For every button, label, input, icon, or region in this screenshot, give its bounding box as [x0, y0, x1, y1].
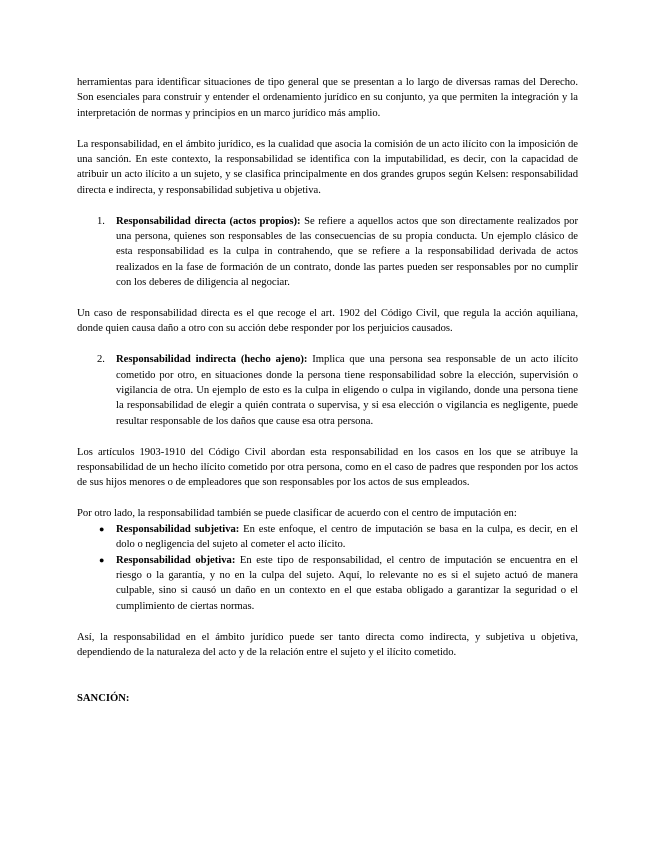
- paragraph-art-1902: Un caso de responsabilidad directa es el que recoge el art. 1902 del Código Civil, que regula la acción aquiliana, donde quien causa daño a otro con su acción debe responder por los perjuicios causados.: [77, 308, 578, 335]
- list-number: 1.: [97, 215, 105, 227]
- list-item-responsabilidad-directa: [77, 214, 578, 291]
- list-item-title: Responsabilidad indirecta (hecho ajeno):: [116, 354, 308, 366]
- paragraph-centro-imputacion: Por otro lado, la responsabilidad también se puede clasificar de acuerdo con el centro de imputación en:: [77, 508, 517, 520]
- bullet-item-objetiva: [77, 553, 578, 615]
- document-body: [77, 75, 578, 707]
- bullet-item-text: En este enfoque, el centro de imputación se basa en la culpa, es decir, en el dolo o negligencia del sujeto al cometer el acto ilícito.: [116, 523, 578, 551]
- list-item-text: Se refiere a aquellos actos que son directamente realizados por una persona, quienes son responsables de las consecuencias de su propia conducta. Un ejemplo clásico de esta responsabilidad es la culpa in contrahendo, que se refiere a la responsabilidad derivada de actos realizados en la fase de formación de un contrato, donde las partes pueden ser responsables por no cumplir con los deberes de diligencia al negociar.: [116, 215, 578, 289]
- paragraph-art-1903-1910: Los artículos 1903-1910 del Código Civil abordan esta responsabilidad en los casos en los que se atribuye la responsabilidad de un hecho ilícito cometido por otra persona, como en el caso de padres que responden por los actos de sus hijos menores o de empleadores que son responsables por los actos de sus empleados.: [77, 446, 578, 489]
- bullet-item-subjetiva: [77, 522, 578, 553]
- bullet-item-title: Responsabilidad subjetiva:: [116, 523, 240, 535]
- list-item-text: Implica que una persona sea responsable de un acto ilícito cometido por otro, en situaciones donde la persona tiene responsabilidad sobre la elección, supervisión o vigilancia de otra. Un ejemplo de esto es la culpa in eligendo o culpa in vigilando, donde una persona tiene la responsabilidad de elegir a quién contrata o supervisa, y si esa elección o vigilancia es negligente, puede resultar responsable de los daños que cause esa otra persona.: [116, 354, 578, 427]
- list-item-title: Responsabilidad directa (actos propios):: [116, 215, 301, 227]
- list-number: 2.: [97, 354, 105, 366]
- section-heading-sancion: SANCIÓN:: [77, 693, 130, 705]
- bullet-item-text: En este tipo de responsabilidad, el centro de imputación se encuentra en el riesgo o la garantía, y no en la culpa del sujeto. Aquí, lo relevante no es si el sujeto actuó de manera culpable, sino si causó un daño en un contexto en el que estaba obligado a garantizar la seguridad o el cumplimiento de ciertas normas.: [116, 554, 578, 612]
- paragraph-conclusion: Así, la responsabilidad en el ámbito jurídico puede ser tanto directa como indirecta, y subjetiva u objetiva, dependiendo de la naturaleza del acto y de la relación entre el sujeto y el ilícito cometido.: [77, 631, 578, 658]
- paragraph-intro-continued: herramientas para identificar situaciones de tipo general que se presentan a lo largo de diversas ramas del Derecho. Son esenciales para construir y entender el ordenamiento jurídico en su conjunto, ya que permiten la integración y la interpretación de normas y principios en un marco jurídico más amplio.: [77, 77, 578, 119]
- list-item-responsabilidad-indirecta: [77, 352, 578, 429]
- paragraph-responsabilidad-definition: La responsabilidad, en el ámbito jurídico, es la cualidad que asocia la comisión de un acto ilícito con la imposición de una sanción. En este contexto, la responsabilidad se identifica con la imputabilidad, es decir, con la capacidad de atribuir un acto ilícito a un sujeto, y se clasifica principalmente en dos grandes grupos según Kelsen: responsabilidad directa e indirecta, y responsabilidad subjetiva u objetiva.: [77, 138, 578, 196]
- bullet-icon: ●: [99, 523, 105, 534]
- bullet-icon: ●: [99, 554, 105, 565]
- bullet-item-title: Responsabilidad objetiva:: [116, 554, 236, 566]
